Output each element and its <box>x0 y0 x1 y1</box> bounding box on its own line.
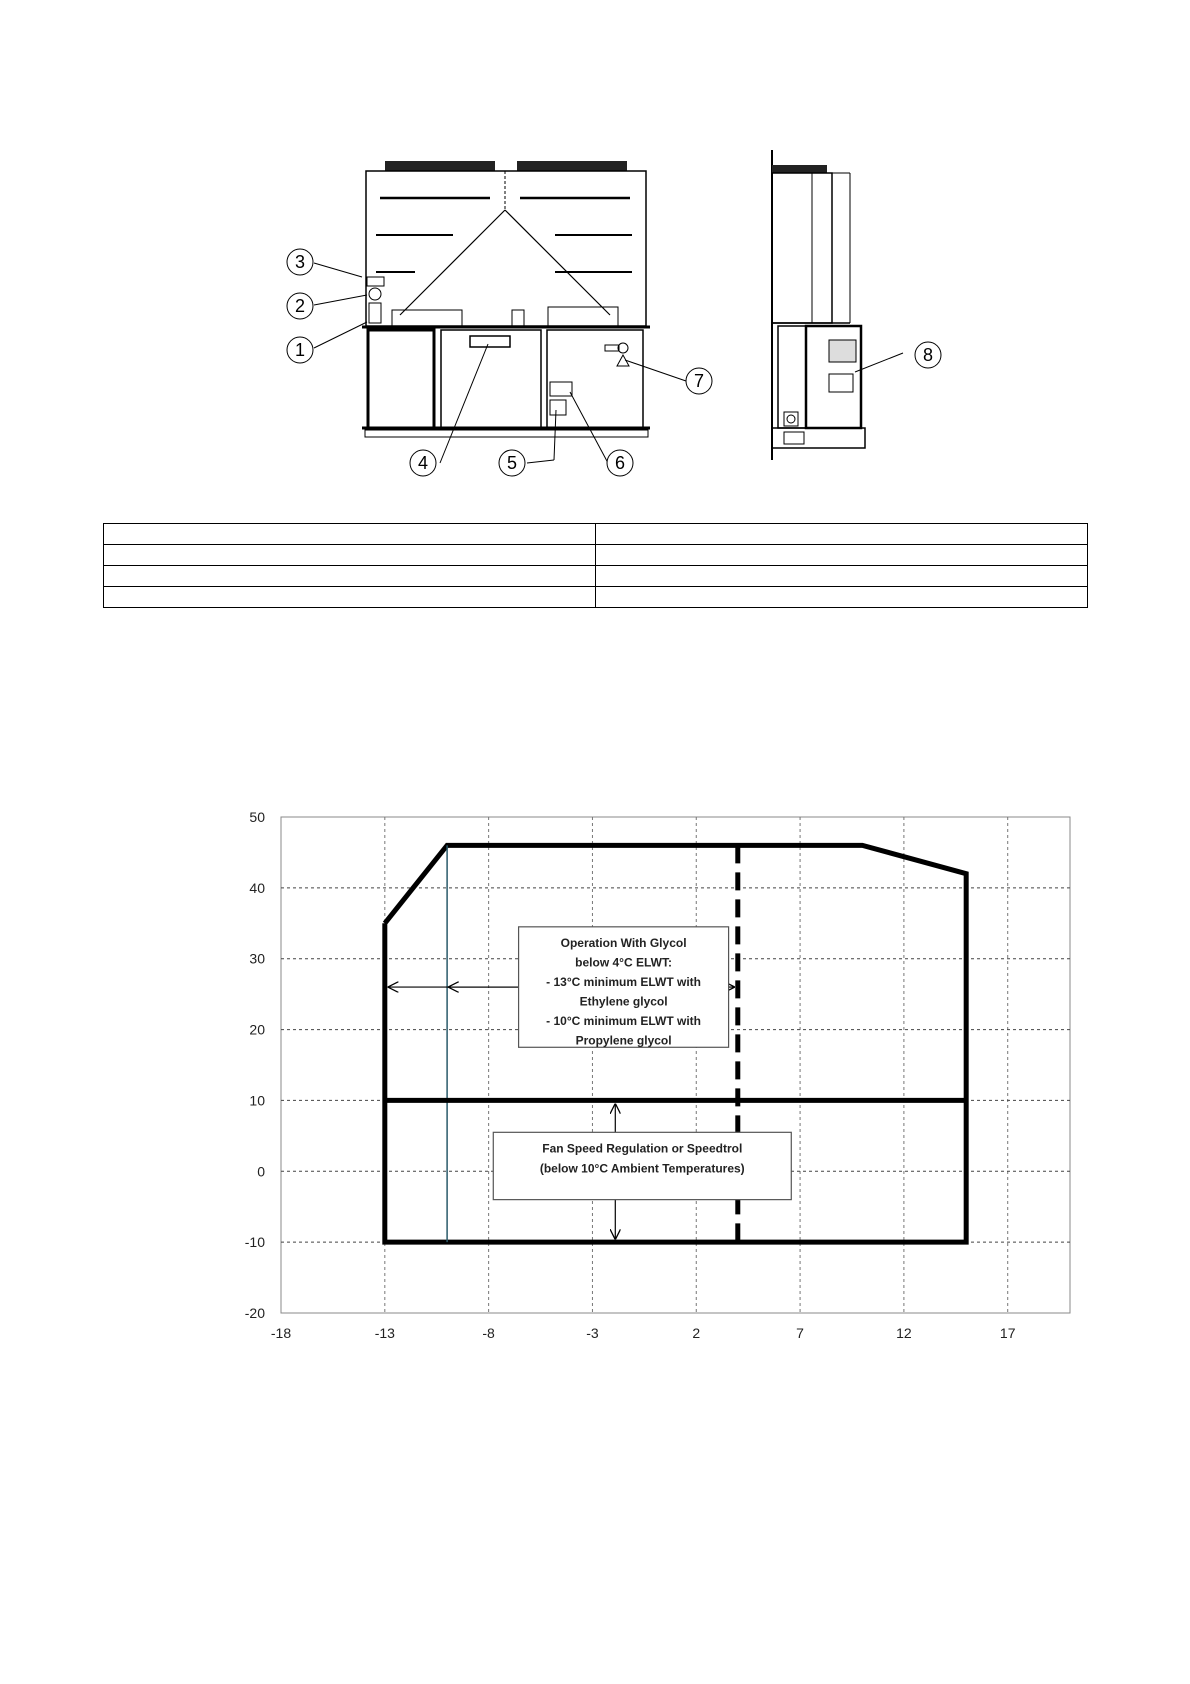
x-tick-label: -18 <box>270 1325 292 1341</box>
svg-text:8: 8 <box>922 345 934 365</box>
plot-frame <box>281 817 1070 1313</box>
annotation-line: Ethylene glycol <box>579 994 668 1009</box>
svg-text:7: 7 <box>693 371 705 391</box>
y-tick-label: 20 <box>249 1021 265 1038</box>
svg-text:2: 2 <box>294 296 306 316</box>
y-tick-label: -10 <box>244 1234 265 1251</box>
annotation-line: - 13°C minimum ELWT with <box>546 974 701 989</box>
svg-text:4: 4 <box>417 453 429 473</box>
y-tick-label: 0 <box>257 1163 265 1180</box>
y-tick-label: 10 <box>249 1092 265 1109</box>
y-tick-label: 40 <box>249 879 265 896</box>
y-tick-label: 30 <box>249 950 265 967</box>
svg-text:3: 3 <box>294 252 306 272</box>
y-tick-label: 50 <box>249 809 265 825</box>
annotation-line: Fan Speed Regulation or Speedtrol <box>542 1141 743 1156</box>
glycol-annotation <box>519 927 729 1048</box>
svg-text:6: 6 <box>614 453 626 473</box>
x-tick-label: -13 <box>374 1325 395 1341</box>
x-tick-label: -8 <box>482 1325 495 1341</box>
x-tick-label: -3 <box>586 1325 599 1341</box>
x-tick-label: 2 <box>692 1325 701 1341</box>
annotation-line: (below 10°C Ambient Temperatures) <box>539 1161 745 1176</box>
x-tick-label: 12 <box>896 1325 912 1341</box>
x-tick-label: 7 <box>796 1325 804 1341</box>
svg-text:1: 1 <box>294 340 306 360</box>
x-tick-label: 17 <box>999 1325 1016 1341</box>
plot-area <box>281 817 1070 1313</box>
svg-text:5: 5 <box>506 453 518 473</box>
annotation-line: Propylene glycol <box>575 1033 672 1048</box>
annotation-line: below 4°C ELWT: <box>575 955 672 970</box>
y-tick-label: -20 <box>244 1305 265 1321</box>
fan-speed-annotation <box>493 1132 791 1199</box>
annotation-line: - 10°C minimum ELWT with <box>546 1013 701 1028</box>
annotation-line: Operation With Glycol <box>560 935 687 950</box>
